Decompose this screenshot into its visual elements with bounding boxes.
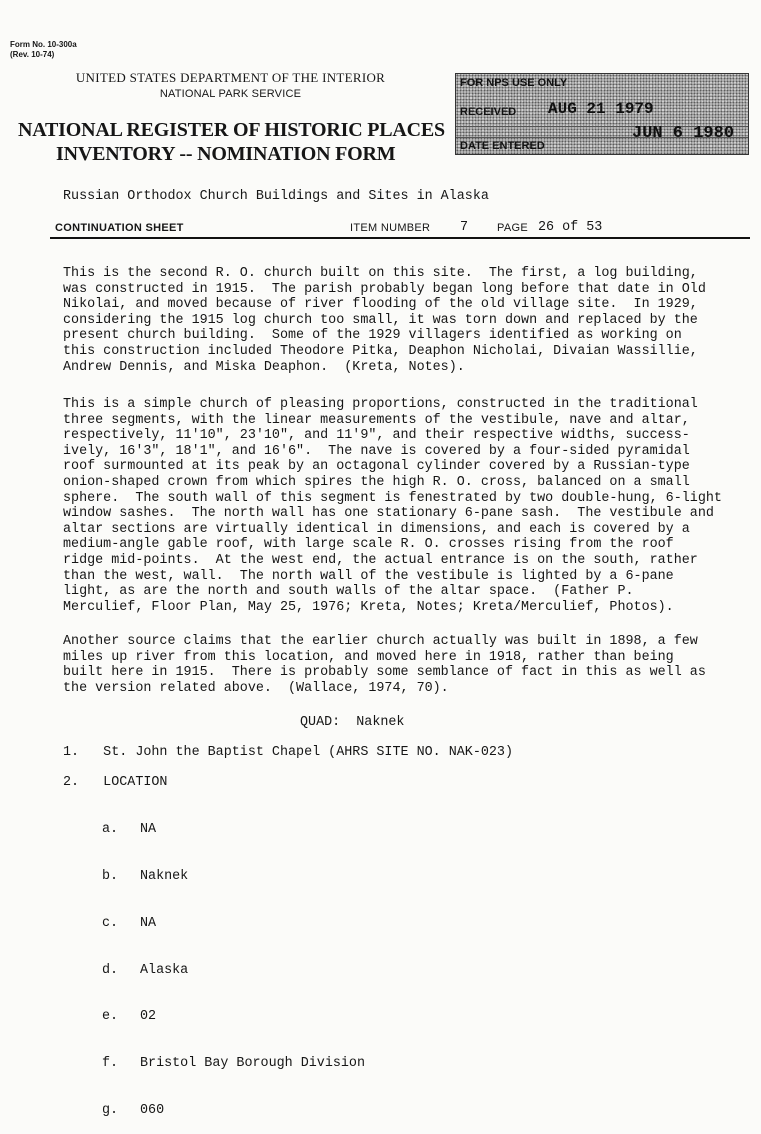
location-value: 02 [140,1009,157,1025]
received-date-stamp: AUG 21 1979 [548,100,654,118]
location-key: f. [102,1056,119,1072]
location-key: d. [102,962,119,978]
location-value: Alaska [140,962,189,978]
location-key: c. [102,915,119,931]
location-list [102,791,365,1134]
date-entered-stamp: JUN 6 1980 [632,124,735,143]
location-row [102,1009,365,1025]
item-number-label: ITEM NUMBER [350,222,431,234]
document-subject: Russian Orthodox Church Buildings and Sites in Alaska [63,189,489,204]
site-name-item: 1. St. John the Baptist Chapel (AHRS SITE NO. NAK-023) [63,745,513,760]
form-number: Form No. 10-300a (Rev. 10-74) [10,40,77,59]
form-title-line2: INVENTORY -- NOMINATION FORM [56,143,396,165]
location-value: NA [140,915,157,931]
paragraph-alternate-source: Another source claims that the earlier church actually was built in 1898, a few miles up river from this location, and moved here in 1918, rather than being built here in 1915. There is probably some semblance of fact in this as well as the version related above. (Wallace, 1974, 70). [63,634,706,696]
item-number-value: 7 [460,220,469,235]
location-value: 060 [140,1102,165,1118]
location-key: b. [102,868,119,884]
location-row [102,1103,365,1119]
location-row [102,869,365,885]
location-row [102,916,365,932]
date-entered-label: DATE ENTERED [460,140,545,152]
quad-label: QUAD: Naknek [300,715,405,730]
page-label: PAGE [497,222,528,234]
location-value: Naknek [140,868,189,884]
location-value: Bristol Bay Borough Division [140,1056,365,1072]
location-key: e. [102,1009,119,1025]
page-value: 26 of 53 [538,220,603,235]
nps-use-box [455,73,749,155]
location-value: NA [140,822,157,838]
location-row [102,963,365,979]
header-rule [50,237,750,239]
location-heading: 2. LOCATION [63,775,168,790]
location-row [102,822,365,838]
department-name: UNITED STATES DEPARTMENT OF THE INTERIOR [75,70,386,85]
nps-use-label: FOR NPS USE ONLY [460,77,568,89]
service-name: NATIONAL PARK SERVICE [159,88,302,100]
location-key: g. [102,1102,119,1118]
location-row [102,1056,365,1072]
paragraph-church-history: This is the second R. O. church built on this site. The first, a log building, was constructed in 1915. The parish probably began long before that date in Old Nikolai, and moved because of river flooding of the old village site. In 1929, considering the 1915 log church too small, it was torn down and replaced by the present church building. Some of the 1929 villagers identified as working on this construction included Theodore Pitka, Deaphon Nicholai, Divaian Wassillie, Andrew Dennis, and Miska Deaphon. (Kreta, Notes). [63,266,706,375]
received-label: RECEIVED [460,106,517,118]
continuation-sheet-label: CONTINUATION SHEET [55,222,184,234]
form-title-line1: NATIONAL REGISTER OF HISTORIC PLACES [18,119,445,141]
paragraph-church-description: This is a simple church of pleasing proportions, constructed in the traditional three segments, with the linear measurements of the vestibule, nave and altar, respectively, 11'10", 23'10", and 11'9", and their respective widths, success- ively, 16'3", 18'1", and 16'6". The nave is covered by a four-sided pyramidal roof surmounted at its peak by an octagonal cylinder covered by a Russian-type onion-shaped crown from which spires the high R. O. cross, balanced on a small sphere. The south wall of this segment is fenestrated by two double-hung, 6-light window sashes. The north wall has one stationary 6-pane sash. The vestibule and altar sections are virtually identical in dimensions, and each is covered by a medium-angle gable roof, with large scale R. O. crosses rising from the roof ridge mid-points. At the west end, the actual entrance is on the south, rather than the west, wall. The north wall of the vestibule is lighted by a 6-pane light, as are the north and south walls of the altar space. (Father P. Merculief, Floor Plan, May 25, 1976; Kreta, Notes; Kreta/Merculief, Photos). [63,397,722,615]
location-key: a. [102,822,119,838]
